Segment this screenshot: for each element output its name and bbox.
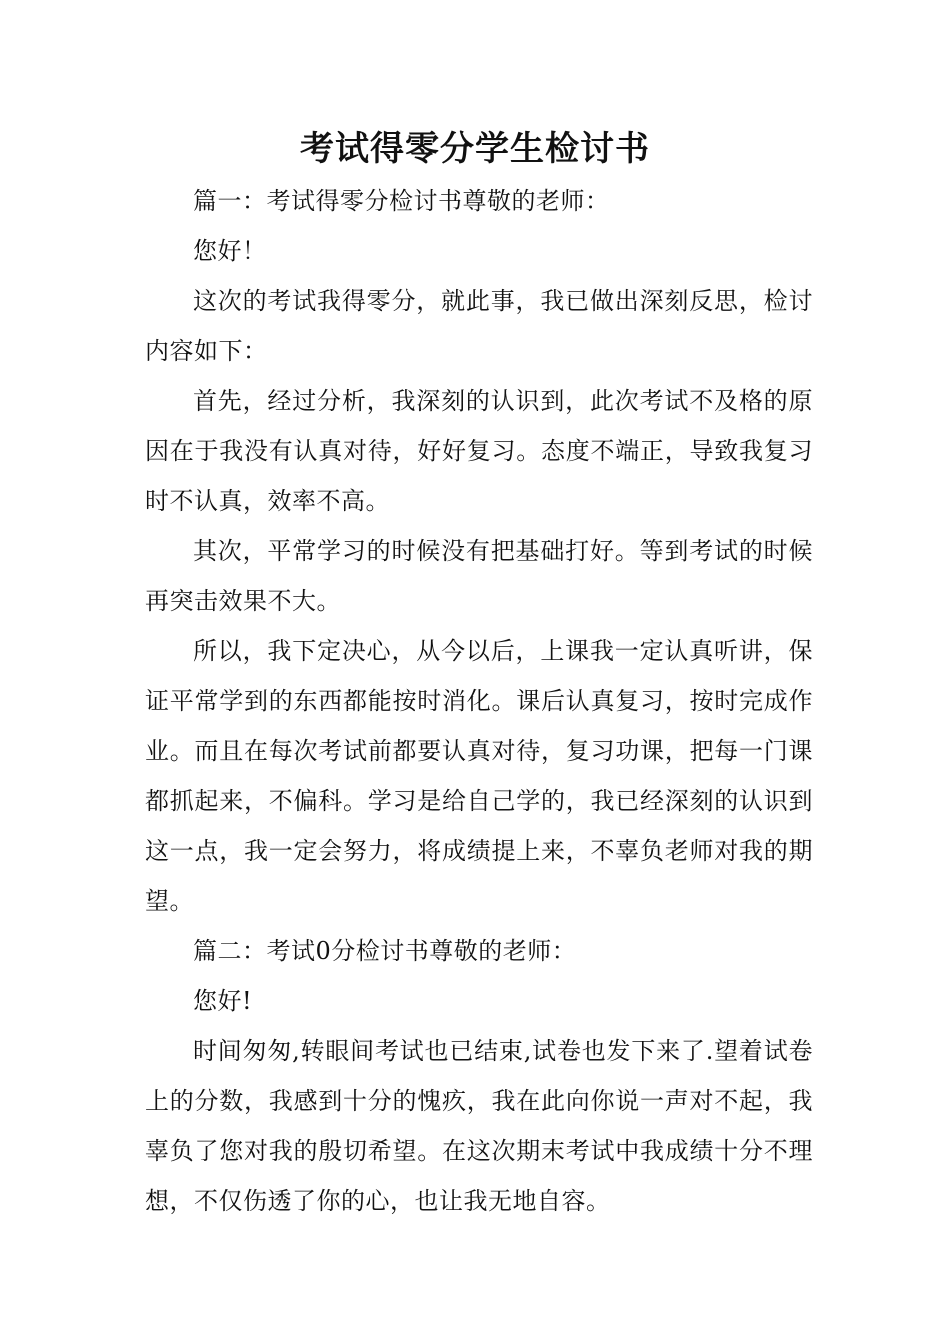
- paragraph-salutation-2: 您好!: [193, 987, 253, 1015]
- paragraph-second-reason: 其次，平常学习的时候没有把基础打好。等到考试的时候再突击效果不大。: [145, 537, 813, 615]
- paragraph-intro: 这次的考试我得零分，就此事，我已做出深刻反思，检讨内容如下：: [145, 287, 813, 365]
- document-title: 考试得零分学生检讨书: [300, 129, 650, 169]
- paragraph-salutation-1: 您好！: [193, 237, 267, 265]
- paragraph-apology: 时间匆匆,转眼间考试也已结束,试卷也发下来了.望着试卷上的分数，我感到十分的愧疚，我在此向你说一声对不起，我辜负了您对我的殷切希望。在这次期末考试中我成绩十分不理想，不仅伤透了你的心，也让我无地自容。: [145, 1037, 813, 1215]
- paragraph-greeting-header-2: 篇二：考试0分检讨书尊敬的老师：: [193, 937, 577, 965]
- paragraph-greeting-header-1: 篇一：考试得零分检讨书尊敬的老师：: [193, 187, 610, 215]
- paragraph-first-reason: 首先，经过分析，我深刻的认识到，此次考试不及格的原因在于我没有认真对待，好好复习。态度不端正，导致我复习时不认真，效率不高。: [145, 387, 813, 515]
- paragraph-resolution: 所以，我下定决心，从今以后，上课我一定认真听讲，保证平常学到的东西都能按时消化。课后认真复习，按时完成作业。而且在每次考试前都要认真对待，复习功课，把每一门课都抓起来，不偏科。学习是给自己学的，我已经深刻的认识到这一点，我一定会努力，将成绩提上来，不辜负老师对我的期望。: [145, 637, 813, 915]
- document-body: [145, 176, 813, 1226]
